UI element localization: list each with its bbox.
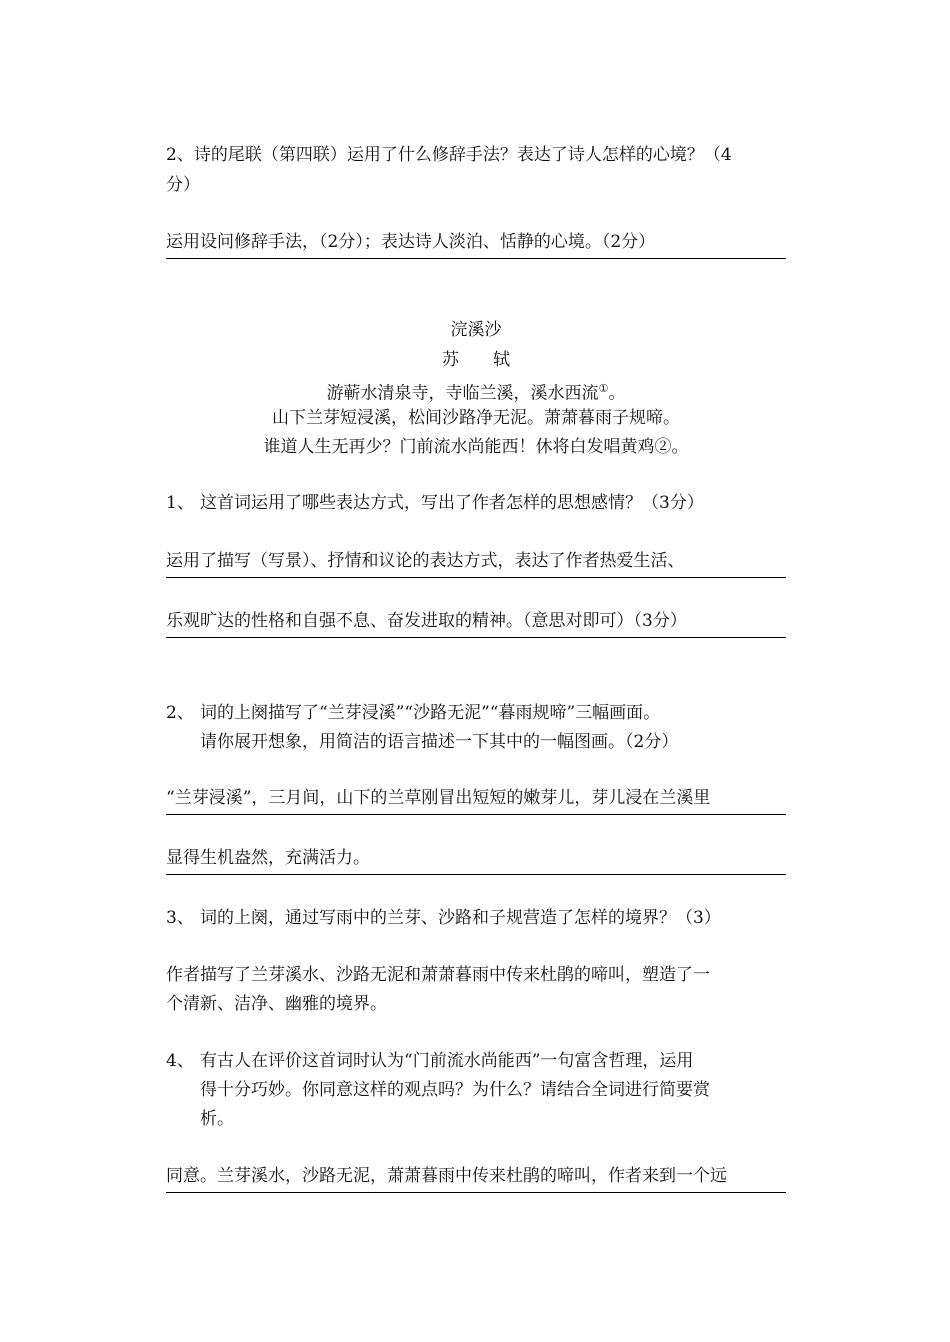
- q4-question-line-3: 析。: [200, 1109, 234, 1129]
- q4-answer-line-1: 同意。兰芽溪水，沙路无泥，萧萧暮雨中传来杜鹃的啼叫，作者来到一个远: [166, 1164, 786, 1193]
- poem-line-1-end: 。: [608, 383, 626, 404]
- q3-question: [166, 906, 786, 930]
- q2-question-line-1: [166, 701, 786, 725]
- poem-line-2: 山下兰芽短浸溪，松间沙路净无泥。萧萧暮雨子规啼。: [272, 408, 680, 428]
- poem-author: 苏 轼: [442, 350, 510, 370]
- q2-number: 2、: [166, 703, 194, 723]
- q1-number: 1、: [166, 493, 194, 513]
- q3-number: 3、: [166, 908, 194, 928]
- q4-question-line-2: 得十分巧妙。你同意这样的观点吗？为什么？请结合全词进行简要赏: [200, 1080, 710, 1100]
- poem-line-1-text: 游蕲水清泉寺，寺临兰溪，溪水西流: [326, 383, 599, 404]
- footnote-mark: ①: [598, 382, 609, 395]
- poem-line-1: [166, 377, 786, 406]
- q2-answer-line-1: “兰芽浸溪”，三月间，山下的兰草刚冒出短短的嫩芽儿，芽儿浸在兰溪里: [166, 786, 786, 815]
- q3-answer-line-2: 个清新、洁净、幽雅的境界。: [166, 994, 387, 1014]
- q3-question-text: 词的上阕，通过写雨中的兰芽、沙路和子规营造了怎样的境界？（3）: [200, 908, 721, 928]
- q2-question-text-1: 词的上阕描写了“兰芽浸溪”“沙路无泥”“暮雨规啼”三幅画面。: [200, 703, 661, 723]
- q2-answer-line-2: 显得生机盎然，充满活力。: [166, 846, 786, 875]
- q1-answer-line-2: 乐观旷达的性格和自强不息、奋发进取的精神。（意思对即可）（3分）: [166, 609, 786, 638]
- q2-question-line-2: 请你展开想象，用简洁的语言描述一下其中的一幅图画。（2分）: [200, 732, 679, 752]
- prev-question-line-2: 分）: [166, 175, 200, 195]
- q3-answer-line-1: 作者描写了兰芽溪水、沙路无泥和萧萧暮雨中传来杜鹃的啼叫，塑造了一: [166, 965, 710, 985]
- q1-question: [166, 491, 786, 515]
- prev-answer: 运用设问修辞手法，（2分）；表达诗人淡泊、恬静的心境。（2分）: [166, 230, 786, 259]
- q4-question-line-1: [166, 1049, 786, 1073]
- q4-question-text-1: 有古人在评价这首词时认为“门前流水尚能西”一句富含哲理，运用: [200, 1051, 694, 1071]
- poem-title: 浣溪沙: [450, 320, 502, 340]
- q1-question-text: 这首词运用了哪些表达方式，写出了作者怎样的思想感情？（3分）: [200, 493, 704, 513]
- poem-line-3: 谁道人生无再少？门前流水尚能西！休将白发唱黄鸡②。: [263, 437, 689, 457]
- q4-number: 4、: [166, 1051, 194, 1071]
- q1-answer-line-1: 运用了描写（写景）、抒情和议论的表达方式，表达了作者热爱生活、: [166, 549, 786, 578]
- prev-question-line-1: 2、诗的尾联（第四联）运用了什么修辞手法？表达了诗人怎样的心境？（4: [166, 145, 732, 165]
